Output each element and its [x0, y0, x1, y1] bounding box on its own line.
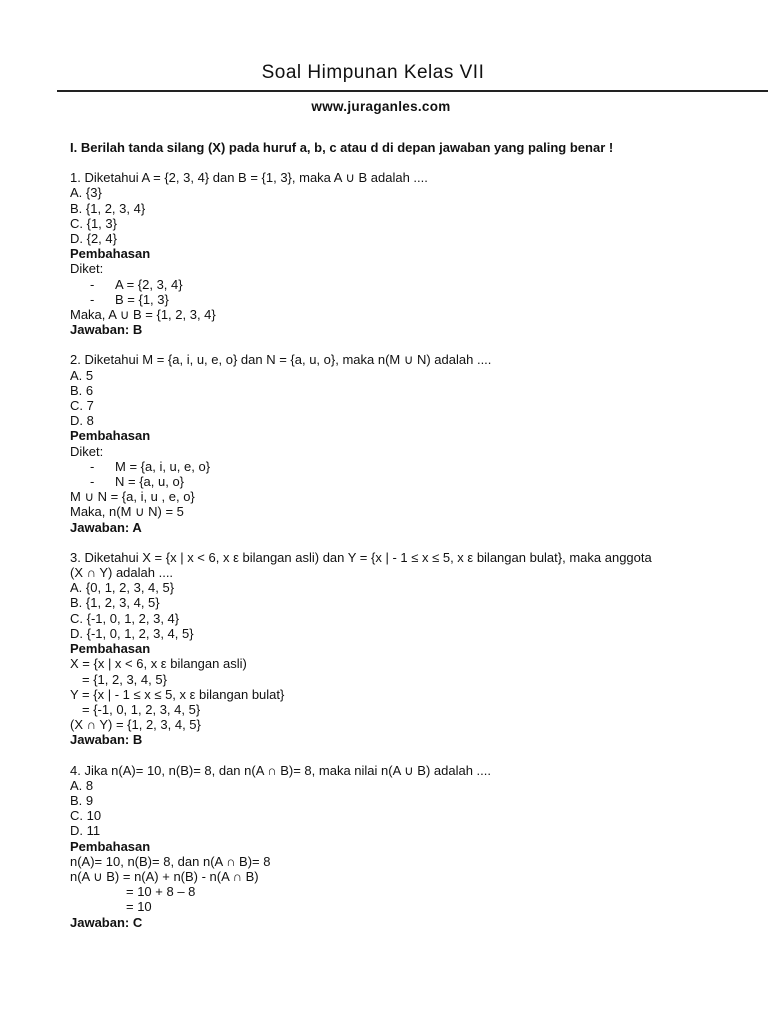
- diket-item: - M = {a, i, u, e, o}: [90, 458, 211, 474]
- option-a: A. {3}: [70, 185, 102, 201]
- solution-step: = 10: [126, 899, 152, 915]
- option-c: C. 7: [70, 398, 94, 414]
- diket-label: Diket:: [70, 261, 104, 277]
- website-url: www.juraganles.com: [311, 99, 451, 114]
- answer: Jawaban: C: [70, 914, 143, 930]
- question-text: 3. Diketahui X = {x | x < 6, x ε bilangan asli) dan Y = {x | - 1 ≤ x ≤ 5, x ε bilangan bulat}, maka anggota: [70, 549, 652, 565]
- solution-step: n(A)= 10, n(B)= 8, dan n(A ∩ B)= 8: [70, 853, 271, 869]
- option-a: A. 5: [70, 367, 94, 383]
- pembahasan-label: Pembahasan: [70, 246, 151, 262]
- solution-step: = {1, 2, 3, 4, 5}: [82, 671, 167, 687]
- document-title: Soal Himpunan Kelas VII: [261, 62, 485, 83]
- question-4: [70, 763, 760, 930]
- answer: Jawaban: B: [70, 322, 143, 338]
- option-d: D. 11: [70, 823, 101, 839]
- answer: Jawaban: A: [70, 519, 142, 535]
- diket-item: - B = {1, 3}: [90, 291, 169, 307]
- question-3: [70, 550, 760, 748]
- option-b: B. 6: [70, 382, 94, 398]
- solution-step: n(A ∪ B) = n(A) + n(B) - n(A ∩ B): [70, 868, 259, 884]
- question-text: 1. Diketahui A = {2, 3, 4} dan B = {1, 3}, maka A ∪ B adalah ....: [70, 170, 428, 186]
- option-c: C. {1, 3}: [70, 215, 117, 231]
- option-b: B. {1, 2, 3, 4}: [70, 200, 146, 216]
- option-c: C. 10: [70, 808, 102, 824]
- diket-label: Diket:: [70, 443, 104, 459]
- title-divider: [57, 90, 768, 92]
- option-d: D. {2, 4}: [70, 231, 117, 247]
- solution-step: Y = {x | - 1 ≤ x ≤ 5, x ε bilangan bulat}: [70, 686, 285, 702]
- question-2: [70, 352, 760, 534]
- option-c: C. {-1, 0, 1, 2, 3, 4}: [70, 610, 180, 626]
- solution-step: M ∪ N = {a, i, u , e, o}: [70, 489, 195, 505]
- option-a: A. 8: [70, 777, 94, 793]
- question-text: 2. Diketahui M = {a, i, u, e, o} dan N = {a, u, o}, maka n(M ∪ N) adalah ....: [70, 352, 492, 368]
- diket-item: - N = {a, u, o}: [90, 474, 185, 490]
- option-a: A. {0, 1, 2, 3, 4, 5}: [70, 580, 175, 596]
- question-text: 4. Jika n(A)= 10, n(B)= 8, dan n(A ∩ B)= 8, maka nilai n(A ∪ B) adalah ....: [70, 762, 491, 778]
- option-b: B. {1, 2, 3, 4, 5}: [70, 595, 160, 611]
- solution-step: = {-1, 0, 1, 2, 3, 4, 5}: [82, 701, 201, 717]
- document-body: [70, 140, 760, 945]
- question-text-cont: (X ∩ Y) adalah ....: [70, 565, 174, 581]
- option-d: D. {-1, 0, 1, 2, 3, 4, 5}: [70, 625, 194, 641]
- pembahasan-label: Pembahasan: [70, 641, 151, 657]
- solution-step: Maka, n(M ∪ N) = 5: [70, 504, 184, 520]
- question-1: [70, 170, 760, 337]
- pembahasan-label: Pembahasan: [70, 428, 151, 444]
- option-b: B. 9: [70, 792, 94, 808]
- pembahasan-label: Pembahasan: [70, 838, 151, 854]
- solution-step: (X ∩ Y) = {1, 2, 3, 4, 5}: [70, 717, 201, 733]
- diket-item: - A = {2, 3, 4}: [90, 276, 183, 292]
- option-d: D. 8: [70, 413, 94, 429]
- solution-step: X = {x | x < 6, x ε bilangan asli): [70, 656, 247, 672]
- solution-step: = 10 + 8 – 8: [126, 884, 196, 900]
- solution-step: Maka, A ∪ B = {1, 2, 3, 4}: [70, 307, 216, 323]
- answer: Jawaban: B: [70, 732, 143, 748]
- instruction: I. Berilah tanda silang (X) pada huruf a, b, c atau d di depan jawaban yang paling benar !: [70, 140, 614, 155]
